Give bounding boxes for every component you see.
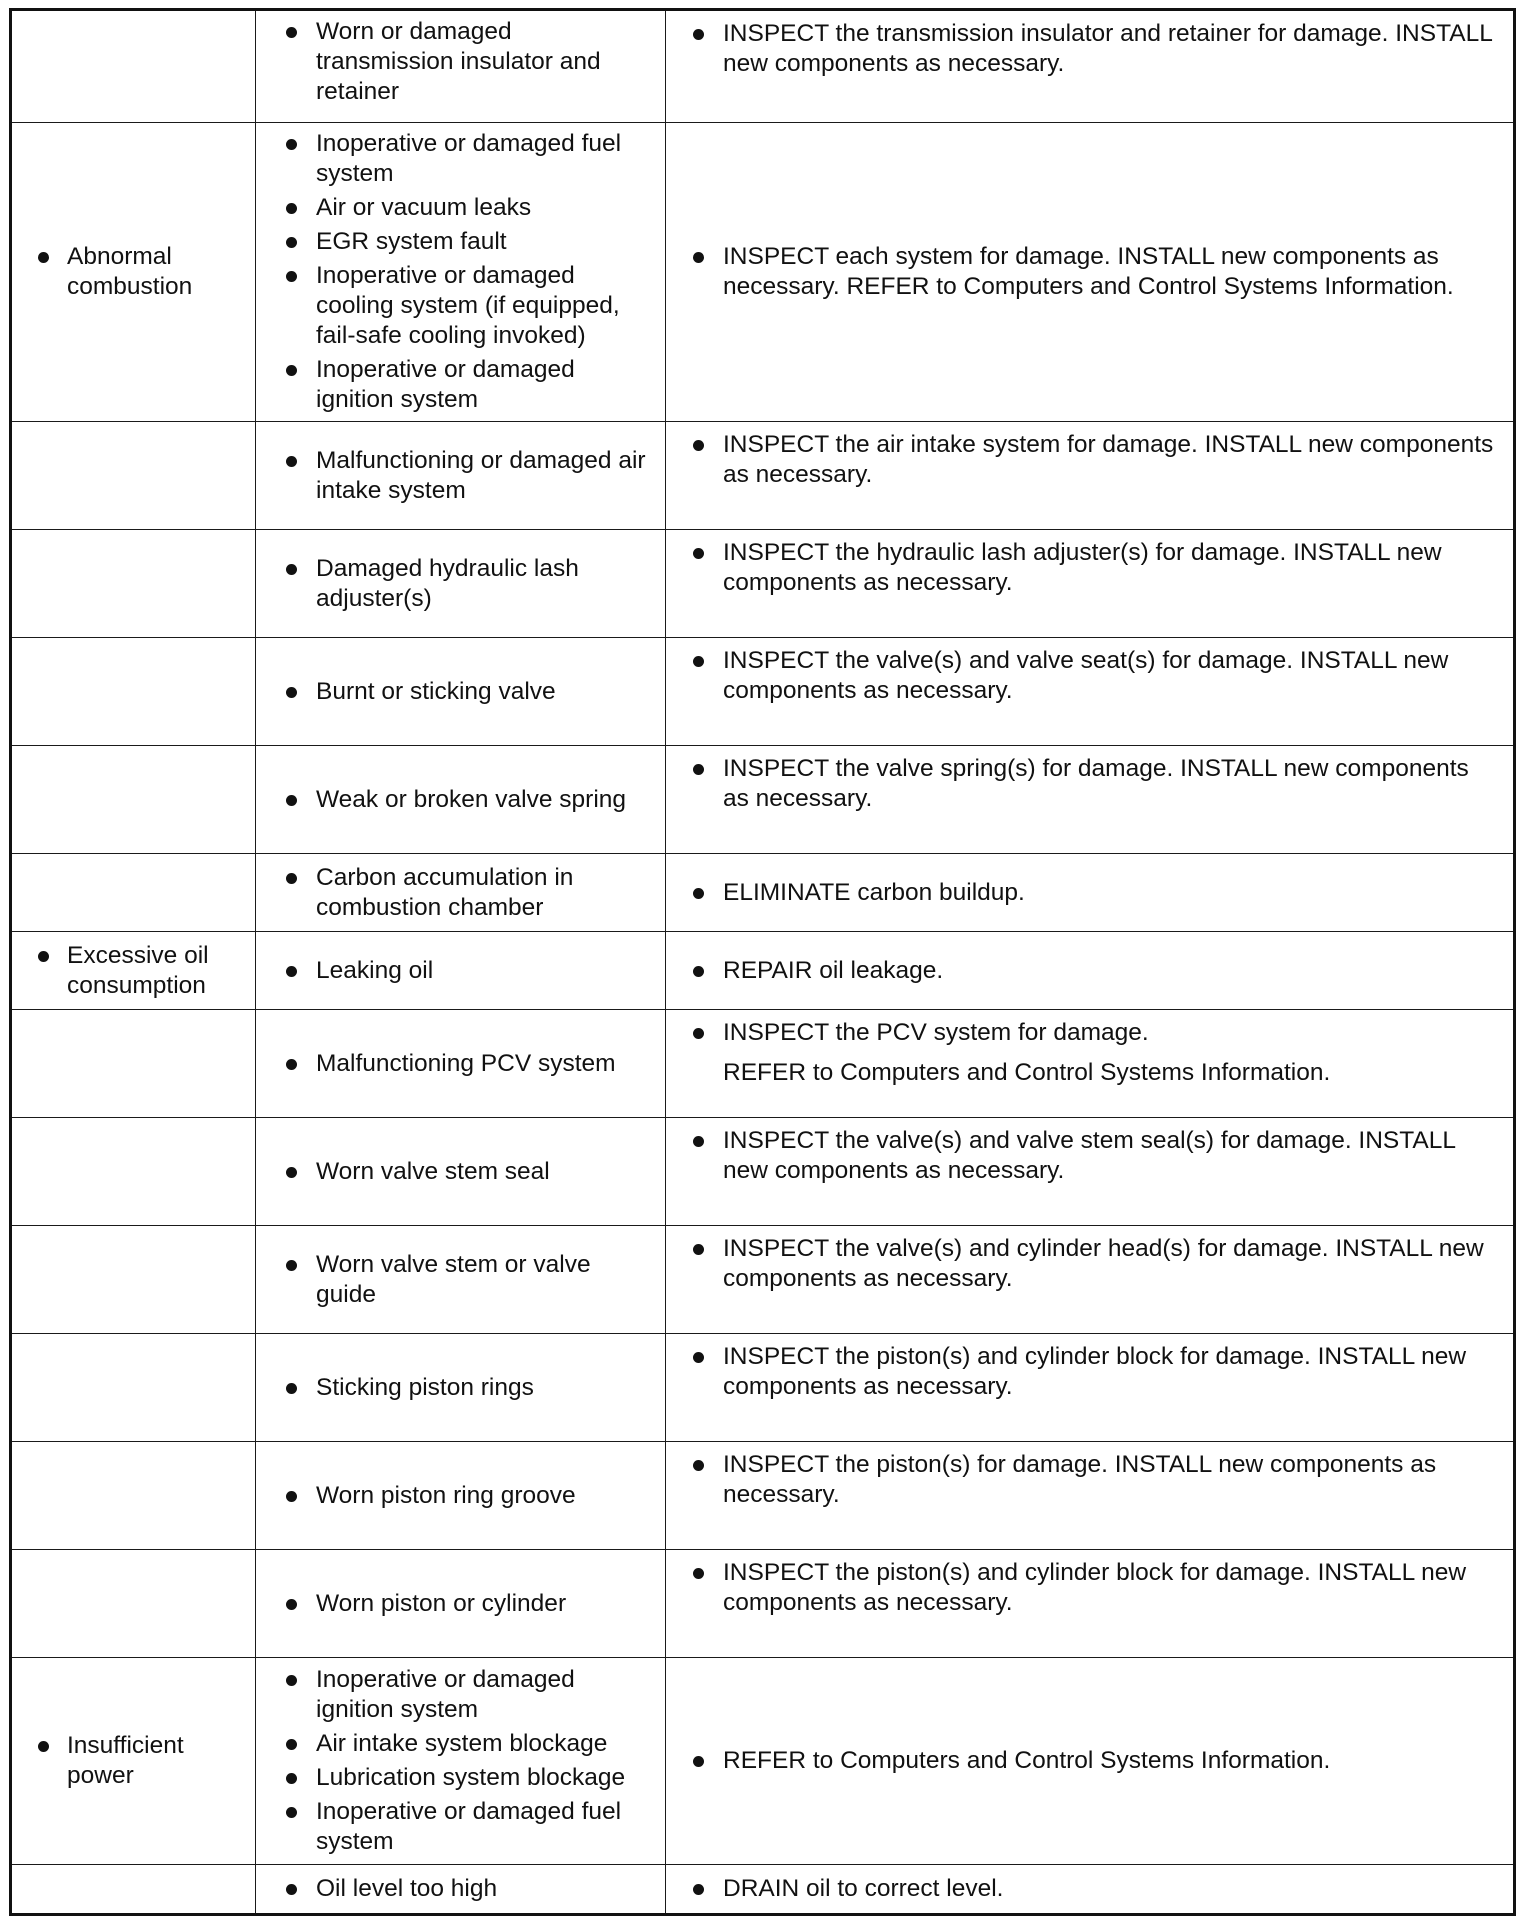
table-row xyxy=(11,123,1515,422)
action-item: INSPECT the piston(s) and cylinder block for damage. INSTALL new components as necessary. xyxy=(666,1342,1499,1402)
table-row xyxy=(11,1010,1515,1118)
cause-cell xyxy=(256,932,666,1010)
condition-cell xyxy=(11,1442,256,1550)
condition-cell xyxy=(11,1658,256,1865)
action-list xyxy=(666,1018,1499,1088)
action-cell xyxy=(666,1550,1515,1658)
cause-list xyxy=(256,554,651,614)
table-row xyxy=(11,1658,1515,1865)
condition-cell xyxy=(11,530,256,638)
action-item: INSPECT the piston(s) and cylinder block for damage. INSTALL new components as necessary. xyxy=(666,1558,1499,1618)
condition-list xyxy=(12,941,245,1001)
action-list xyxy=(666,878,1499,908)
condition-cell xyxy=(11,1334,256,1442)
condition-cell xyxy=(11,638,256,746)
cause-list xyxy=(256,956,651,986)
table-row xyxy=(11,422,1515,530)
cause-item: Worn piston or cylinder xyxy=(256,1589,651,1619)
table-row xyxy=(11,1442,1515,1550)
action-list xyxy=(666,1234,1499,1294)
action-cell xyxy=(666,746,1515,854)
table-row xyxy=(11,1226,1515,1334)
cause-cell xyxy=(256,123,666,422)
action-cell xyxy=(666,1118,1515,1226)
cause-cell xyxy=(256,854,666,932)
action-cell xyxy=(666,1226,1515,1334)
cause-list xyxy=(256,1157,651,1187)
table-row xyxy=(11,1118,1515,1226)
action-cell xyxy=(666,422,1515,530)
cause-cell xyxy=(256,530,666,638)
cause-item: Inoperative or damaged fuel system xyxy=(256,129,651,189)
action-cell xyxy=(666,1010,1515,1118)
action-cell xyxy=(666,932,1515,1010)
cause-item: Leaking oil xyxy=(256,956,651,986)
action-list xyxy=(666,1450,1499,1510)
table-row xyxy=(11,638,1515,746)
cause-item: Worn piston ring groove xyxy=(256,1481,651,1511)
action-cell xyxy=(666,1865,1515,1915)
cause-cell xyxy=(256,1550,666,1658)
action-list xyxy=(666,956,1499,986)
action-cell xyxy=(666,638,1515,746)
cause-item: Inoperative or damaged ignition system xyxy=(256,355,651,415)
condition-list xyxy=(12,242,245,302)
cause-list xyxy=(256,785,651,815)
action-cell xyxy=(666,1658,1515,1865)
table-row xyxy=(11,854,1515,932)
cause-item: Worn valve stem or valve guide xyxy=(256,1250,651,1310)
cause-item: Burnt or sticking valve xyxy=(256,677,651,707)
action-item: INSPECT each system for damage. INSTALL new components as necessary. REFER to Computers and Control Systems Information. xyxy=(666,242,1499,302)
action-cell xyxy=(666,530,1515,638)
table-row xyxy=(11,1865,1515,1915)
cause-item: EGR system fault xyxy=(256,227,651,257)
cause-cell xyxy=(256,1010,666,1118)
cause-list xyxy=(256,446,651,506)
cause-item: Weak or broken valve spring xyxy=(256,785,651,815)
action-item: INSPECT the piston(s) for damage. INSTALL new components as necessary. xyxy=(666,1450,1499,1510)
action-list xyxy=(666,646,1499,706)
action-item: INSPECT the valve(s) and valve seat(s) for damage. INSTALL new components as necessary. xyxy=(666,646,1499,706)
cause-item: Air or vacuum leaks xyxy=(256,193,651,223)
cause-list xyxy=(256,129,651,415)
action-item: INSPECT the valve spring(s) for damage. INSTALL new components as necessary. xyxy=(666,754,1499,814)
action-item: ELIMINATE carbon buildup. xyxy=(666,878,1499,908)
action-list xyxy=(666,430,1499,490)
action-item: REFER to Computers and Control Systems Information. xyxy=(666,1746,1499,1776)
action-list xyxy=(666,1126,1499,1186)
condition-cell xyxy=(11,1550,256,1658)
condition-label: Insufficient power xyxy=(12,1731,245,1791)
action-list xyxy=(666,1558,1499,1618)
action-note: REFER to Computers and Control Systems Information. xyxy=(723,1059,1331,1086)
action-item: INSPECT the PCV system for damage. xyxy=(666,1018,1499,1048)
cause-list xyxy=(256,1049,651,1079)
action-item: INSPECT the air intake system for damage. INSTALL new components as necessary. xyxy=(666,430,1499,490)
cause-list xyxy=(256,1250,651,1310)
condition-label: Excessive oil consumption xyxy=(12,941,245,1001)
action-item: INSPECT the valve(s) and valve stem seal(s) for damage. INSTALL new components as necessary. xyxy=(666,1126,1499,1186)
action-list xyxy=(666,754,1499,814)
cause-item: Malfunctioning or damaged air intake system xyxy=(256,446,651,506)
cause-list xyxy=(256,1665,651,1857)
cause-cell xyxy=(256,1658,666,1865)
cause-item: Carbon accumulation in combustion chamber xyxy=(256,863,651,923)
condition-label: Abnormal combustion xyxy=(12,242,245,302)
condition-cell xyxy=(11,1010,256,1118)
cause-item: Sticking piston rings xyxy=(256,1373,651,1403)
table-row xyxy=(11,746,1515,854)
cause-cell xyxy=(256,1442,666,1550)
cause-list xyxy=(256,677,651,707)
action-list xyxy=(666,19,1499,79)
cause-item: Worn valve stem seal xyxy=(256,1157,651,1187)
cause-list xyxy=(256,1874,651,1904)
table-row xyxy=(11,530,1515,638)
cause-cell xyxy=(256,638,666,746)
table-row xyxy=(11,1550,1515,1658)
cause-cell xyxy=(256,1226,666,1334)
action-list xyxy=(666,538,1499,598)
action-item: REPAIR oil leakage. xyxy=(666,956,1499,986)
condition-cell xyxy=(11,854,256,932)
condition-cell xyxy=(11,10,256,123)
action-cell xyxy=(666,854,1515,932)
action-item: INSPECT the transmission insulator and retainer for damage. INSTALL new components as necessary. xyxy=(666,19,1499,79)
cause-item: Worn or damaged transmission insulator and retainer xyxy=(256,17,651,107)
cause-cell xyxy=(256,10,666,123)
cause-list xyxy=(256,863,651,923)
action-note-wrap xyxy=(666,1058,1499,1088)
cause-cell xyxy=(256,422,666,530)
cause-item: Oil level too high xyxy=(256,1874,651,1904)
table-row xyxy=(11,932,1515,1010)
condition-list xyxy=(12,1731,245,1791)
cause-list xyxy=(256,17,651,107)
cause-cell xyxy=(256,1118,666,1226)
cause-item: Malfunctioning PCV system xyxy=(256,1049,651,1079)
cause-item: Inoperative or damaged fuel system xyxy=(256,1797,651,1857)
cause-cell xyxy=(256,1334,666,1442)
cause-cell xyxy=(256,1865,666,1915)
action-cell xyxy=(666,1334,1515,1442)
table-row xyxy=(11,1334,1515,1442)
action-list xyxy=(666,1342,1499,1402)
condition-cell xyxy=(11,1118,256,1226)
cause-item: Lubrication system blockage xyxy=(256,1763,651,1793)
action-list xyxy=(666,1746,1499,1776)
condition-cell xyxy=(11,422,256,530)
action-cell xyxy=(666,10,1515,123)
action-item: INSPECT the valve(s) and cylinder head(s) for damage. INSTALL new components as necessary. xyxy=(666,1234,1499,1294)
cause-cell xyxy=(256,746,666,854)
action-cell xyxy=(666,1442,1515,1550)
action-item: INSPECT the hydraulic lash adjuster(s) for damage. INSTALL new components as necessary. xyxy=(666,538,1499,598)
cause-item: Inoperative or damaged cooling system (if equipped, fail-safe cooling invoked) xyxy=(256,261,651,351)
cause-list xyxy=(256,1373,651,1403)
condition-cell xyxy=(11,746,256,854)
condition-cell xyxy=(11,123,256,422)
cause-item: Damaged hydraulic lash adjuster(s) xyxy=(256,554,651,614)
cause-list xyxy=(256,1481,651,1511)
action-list xyxy=(666,1874,1499,1904)
symptom-chart-table xyxy=(9,8,1516,1916)
cause-list xyxy=(256,1589,651,1619)
action-list xyxy=(666,242,1499,302)
condition-cell xyxy=(11,932,256,1010)
table-row xyxy=(11,10,1515,123)
cause-item: Air intake system blockage xyxy=(256,1729,651,1759)
condition-cell xyxy=(11,1865,256,1915)
cause-item: Inoperative or damaged ignition system xyxy=(256,1665,651,1725)
action-item: DRAIN oil to correct level. xyxy=(666,1874,1499,1904)
condition-cell xyxy=(11,1226,256,1334)
action-cell xyxy=(666,123,1515,422)
